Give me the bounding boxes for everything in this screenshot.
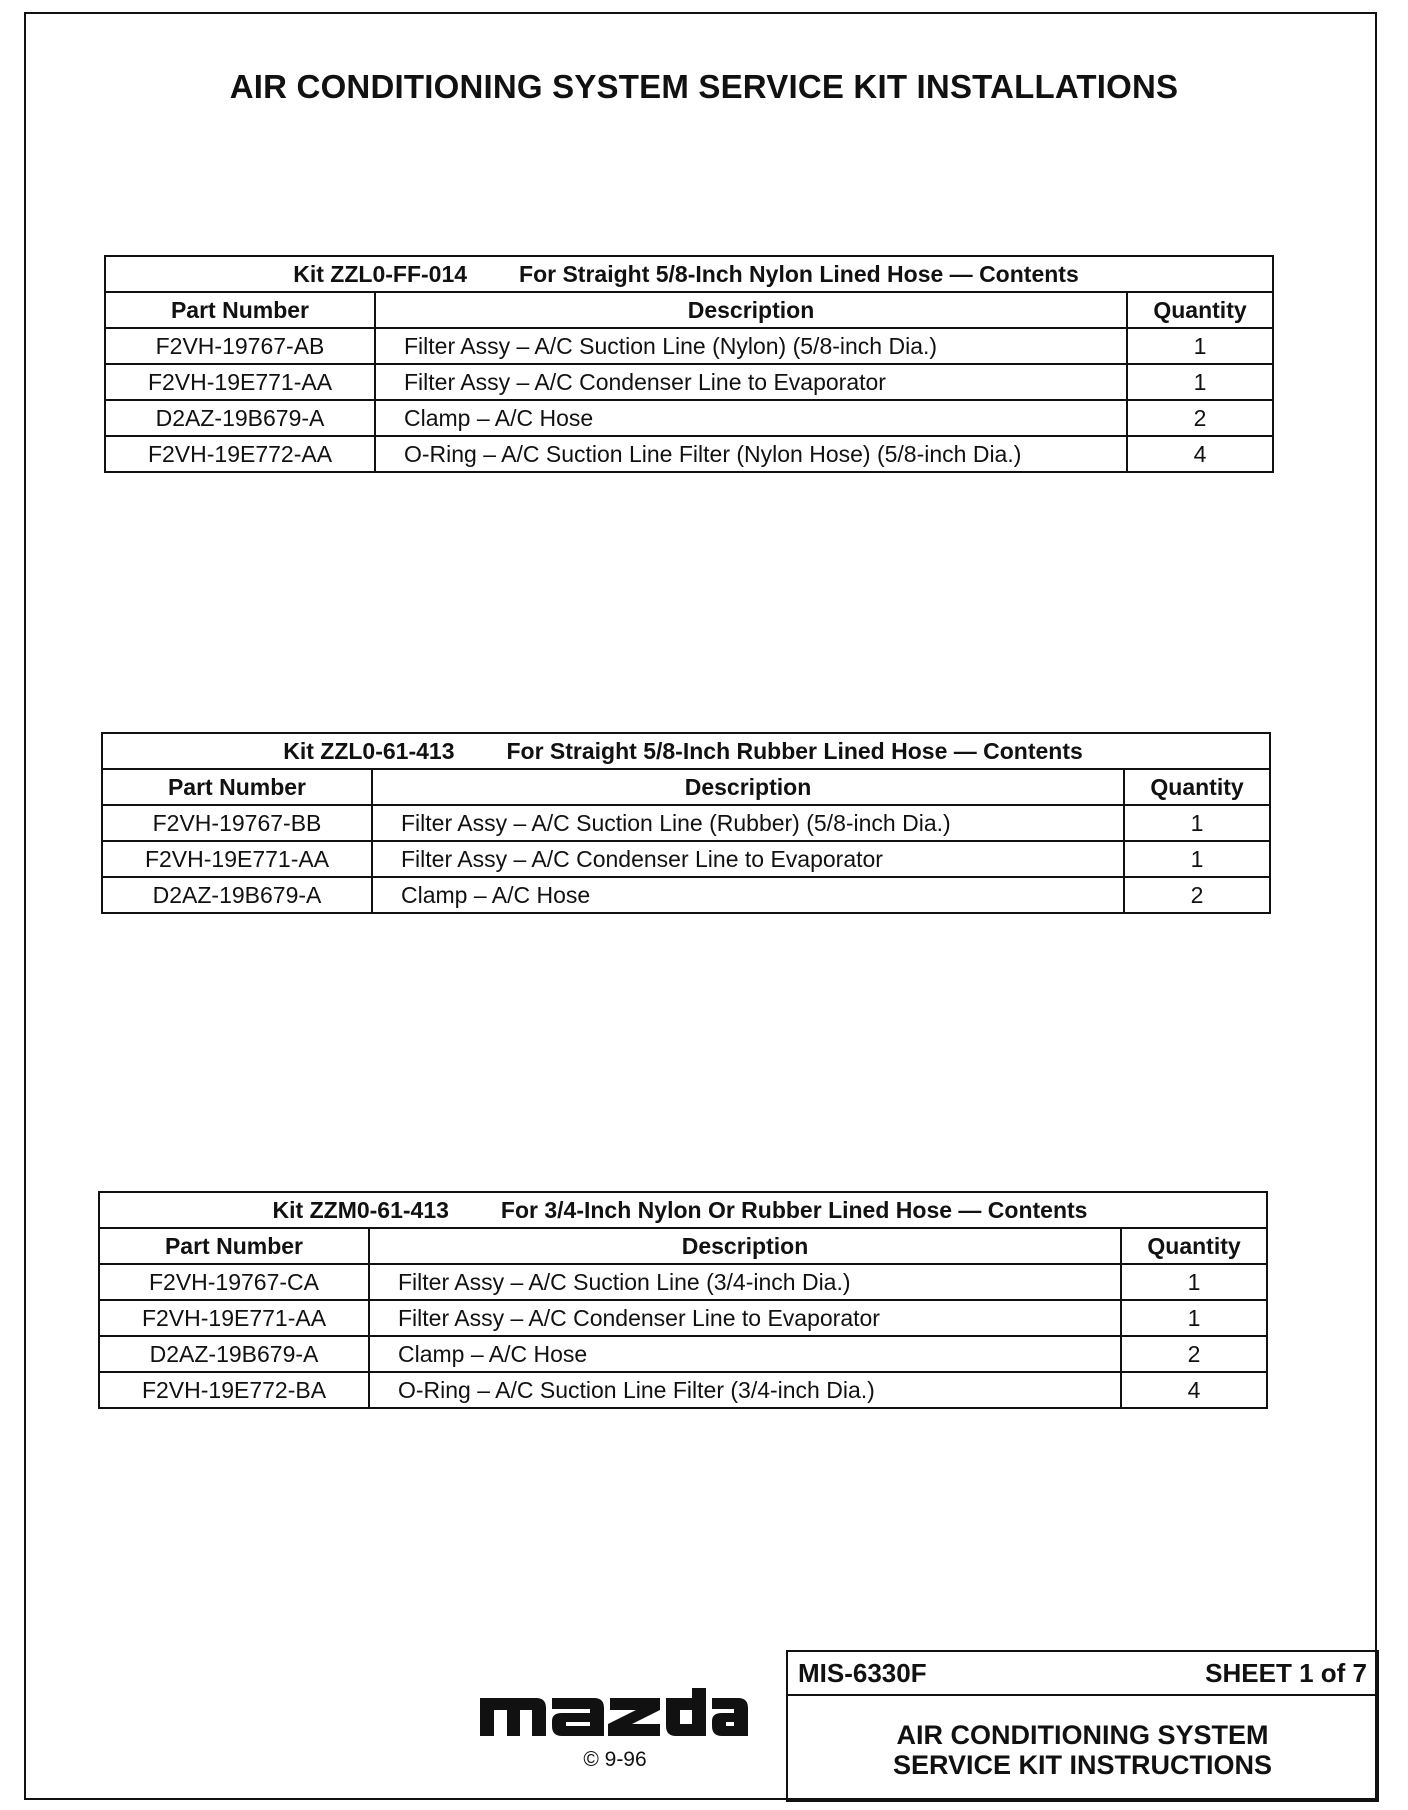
page-title: AIR CONDITIONING SYSTEM SERVICE KIT INSTALLATIONS xyxy=(229,68,1179,105)
part-number-cell: F2VH-19E772-BA xyxy=(99,1372,369,1408)
part-number-cell: F2VH-19767-AB xyxy=(105,328,375,364)
part-number-cell: F2VH-19E772-AA xyxy=(105,436,375,472)
document-name-line: AIR CONDITIONING SYSTEM xyxy=(896,1720,1269,1750)
part-number-cell: F2VH-19E771-AA xyxy=(99,1300,369,1336)
kit-caption-text: For 3/4-Inch Nylon Or Rubber Lined Hose — Contents xyxy=(500,1197,1088,1223)
table-row xyxy=(102,841,1270,877)
table-row xyxy=(105,400,1273,436)
part-number-cell: F2VH-19767-CA xyxy=(99,1264,369,1300)
table-row xyxy=(102,877,1270,913)
quantity-cell: 2 xyxy=(1124,877,1270,913)
description-cell: Filter Assy – A/C Suction Line (Rubber) (5/8-inch Dia.) xyxy=(372,805,1124,841)
description-cell: Filter Assy – A/C Suction Line (Nylon) (5/8-inch Dia.) xyxy=(375,328,1127,364)
part-number-cell: D2AZ-19B679-A xyxy=(99,1336,369,1372)
document-number: MIS-6330F xyxy=(798,1658,927,1688)
kit-header-row xyxy=(102,769,1270,805)
column-header-description: Description xyxy=(375,292,1127,328)
column-header-part-number: Part Number xyxy=(99,1228,369,1264)
part-number-cell: F2VH-19767-BB xyxy=(102,805,372,841)
quantity-cell: 1 xyxy=(1121,1300,1267,1336)
kit-id: Kit ZZM0-61-413 xyxy=(272,1197,449,1223)
document-name-line: SERVICE KIT INSTRUCTIONS xyxy=(892,1750,1273,1780)
table-row xyxy=(99,1300,1267,1336)
mazda-logo xyxy=(480,1688,748,1740)
part-number-cell: F2VH-19E771-AA xyxy=(105,364,375,400)
part-number-cell: F2VH-19E771-AA xyxy=(102,841,372,877)
description-cell: Clamp – A/C Hose xyxy=(369,1336,1121,1372)
sheet-number: SHEET 1 of 7 xyxy=(1205,1658,1367,1688)
kit-caption-text: For Straight 5/8-Inch Rubber Lined Hose — Contents xyxy=(506,738,1083,764)
quantity-cell: 1 xyxy=(1127,364,1273,400)
description-cell: Filter Assy – A/C Condenser Line to Evaporator xyxy=(369,1300,1121,1336)
copyright-date: © 9-96 xyxy=(583,1748,647,1771)
kit-caption xyxy=(105,256,1273,292)
kit-caption-row xyxy=(99,1192,1267,1228)
table-row xyxy=(99,1372,1267,1408)
description-cell: Clamp – A/C Hose xyxy=(375,400,1127,436)
part-number-cell: D2AZ-19B679-A xyxy=(102,877,372,913)
quantity-cell: 4 xyxy=(1121,1372,1267,1408)
kit-caption-row xyxy=(102,733,1270,769)
description-cell: O-Ring – A/C Suction Line Filter (Nylon Hose) (5/8-inch Dia.) xyxy=(375,436,1127,472)
table-row xyxy=(99,1336,1267,1372)
table-row xyxy=(105,436,1273,472)
kit-table xyxy=(104,255,1274,473)
kit-id: Kit ZZL0-FF-014 xyxy=(293,261,468,287)
description-cell: Filter Assy – A/C Suction Line (3/4-inch Dia.) xyxy=(369,1264,1121,1300)
kit-caption-text: For Straight 5/8-Inch Nylon Lined Hose — Contents xyxy=(519,261,1079,287)
kit-header-row xyxy=(99,1228,1267,1264)
table-row xyxy=(99,1264,1267,1300)
kit-id: Kit ZZL0-61-413 xyxy=(283,738,455,764)
description-cell: O-Ring – A/C Suction Line Filter (3/4-inch Dia.) xyxy=(369,1372,1121,1408)
kit-caption xyxy=(99,1192,1267,1228)
description-cell: Filter Assy – A/C Condenser Line to Evaporator xyxy=(372,841,1124,877)
description-cell: Clamp – A/C Hose xyxy=(372,877,1124,913)
column-header-part-number: Part Number xyxy=(102,769,372,805)
kit-caption-row xyxy=(105,256,1273,292)
column-header-quantity: Quantity xyxy=(1127,292,1273,328)
column-header-quantity: Quantity xyxy=(1121,1228,1267,1264)
kit-caption xyxy=(102,733,1270,769)
quantity-cell: 1 xyxy=(1127,328,1273,364)
title-block-header xyxy=(788,1652,1377,1696)
mazda-logo-mark xyxy=(480,1688,748,1740)
quantity-cell: 4 xyxy=(1127,436,1273,472)
quantity-cell: 1 xyxy=(1124,805,1270,841)
description-cell: Filter Assy – A/C Condenser Line to Evaporator xyxy=(375,364,1127,400)
column-header-description: Description xyxy=(372,769,1124,805)
quantity-cell: 1 xyxy=(1124,841,1270,877)
table-row xyxy=(105,328,1273,364)
title-block xyxy=(786,1650,1379,1802)
part-number-cell: D2AZ-19B679-A xyxy=(105,400,375,436)
table-row xyxy=(105,364,1273,400)
column-header-description: Description xyxy=(369,1228,1121,1264)
quantity-cell: 1 xyxy=(1121,1264,1267,1300)
quantity-cell: 2 xyxy=(1121,1336,1267,1372)
column-header-part-number: Part Number xyxy=(105,292,375,328)
quantity-cell: 2 xyxy=(1127,400,1273,436)
kit-table xyxy=(101,732,1271,914)
table-row xyxy=(102,805,1270,841)
column-header-quantity: Quantity xyxy=(1124,769,1270,805)
kit-header-row xyxy=(105,292,1273,328)
document-name xyxy=(788,1720,1377,1780)
kit-table xyxy=(98,1191,1268,1409)
